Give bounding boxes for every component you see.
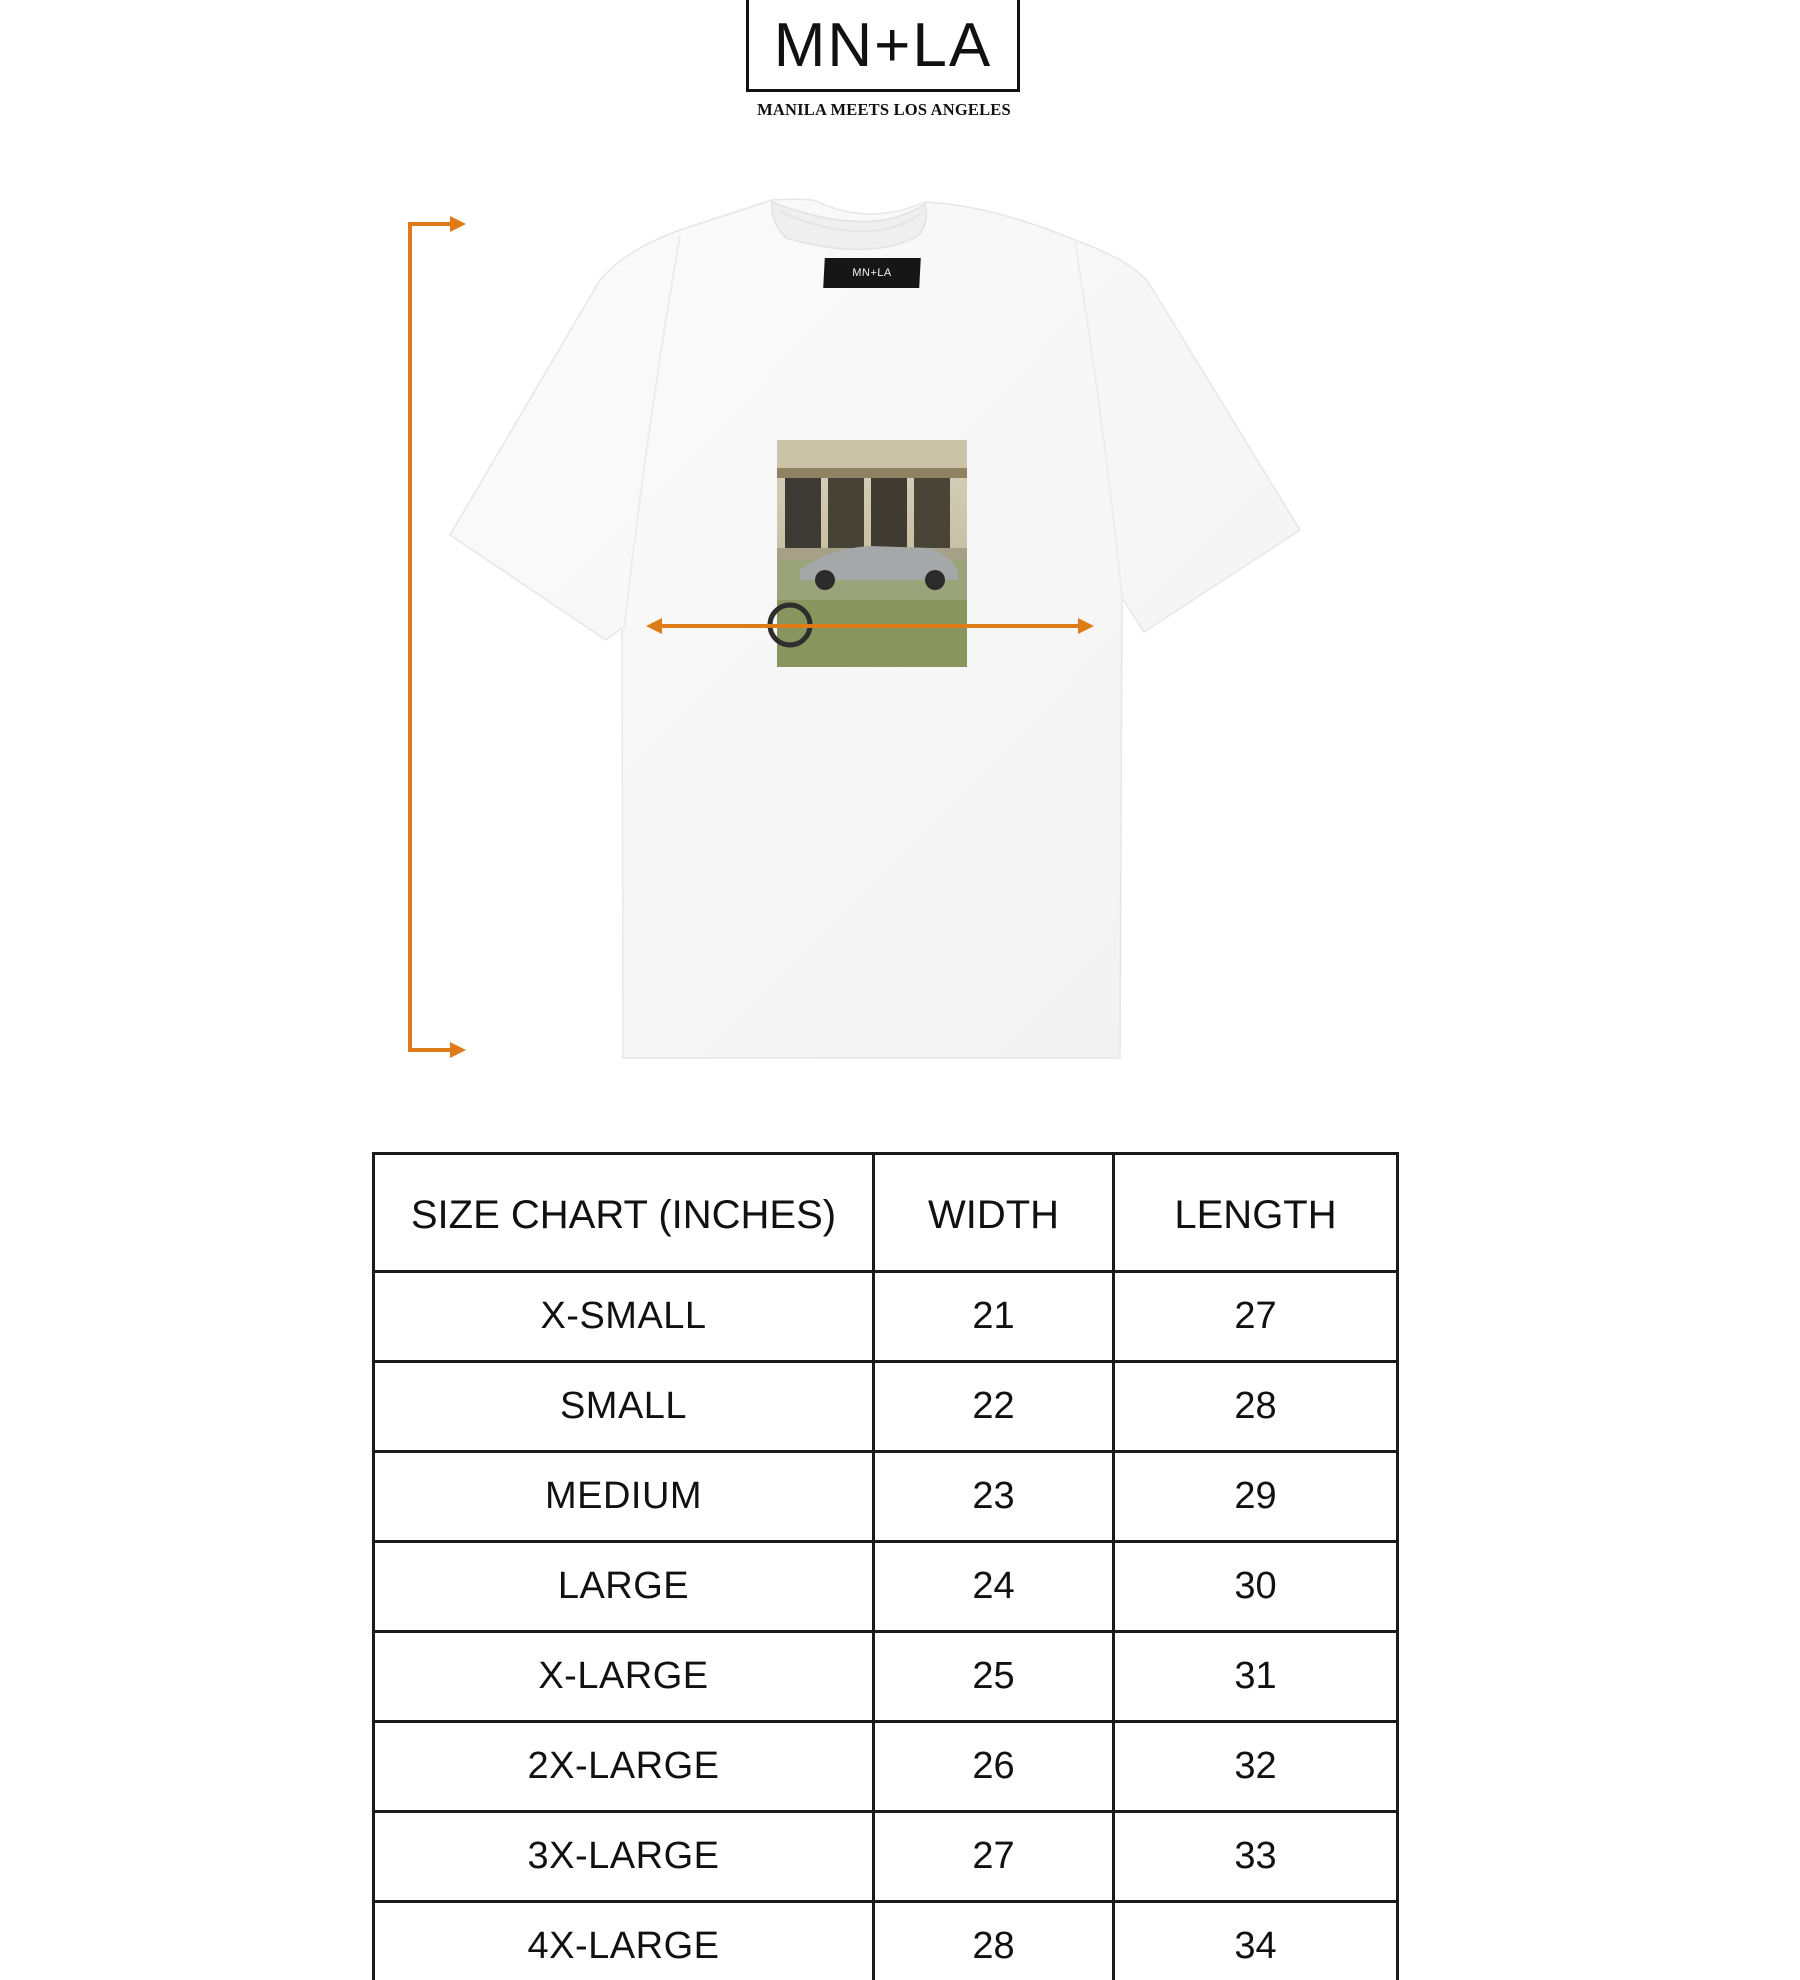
header-length: LENGTH [1114, 1154, 1398, 1272]
table-row [374, 1902, 1398, 1980]
size-cell: LARGE [374, 1542, 874, 1632]
length-cell: 33 [1114, 1812, 1398, 1902]
shirt-photo-print [770, 440, 967, 667]
size-cell: X-LARGE [374, 1632, 874, 1722]
size-chart-table [372, 1152, 1399, 1980]
table-row [374, 1362, 1398, 1452]
length-cell: 30 [1114, 1542, 1398, 1632]
length-arrow-icon [410, 216, 466, 1058]
table-row [374, 1722, 1398, 1812]
size-cell: 4X-LARGE [374, 1902, 874, 1980]
width-cell: 23 [874, 1452, 1114, 1542]
size-cell: SMALL [374, 1362, 874, 1452]
table-row [374, 1452, 1398, 1542]
width-cell: 24 [874, 1542, 1114, 1632]
width-cell: 28 [874, 1902, 1114, 1980]
length-cell: 29 [1114, 1452, 1398, 1542]
width-cell: 26 [874, 1722, 1114, 1812]
header-width: WIDTH [874, 1154, 1114, 1272]
brand-tagline: MANILA MEETS LOS ANGELES [757, 100, 1011, 119]
size-cell: MEDIUM [374, 1452, 874, 1542]
length-cell: 27 [1114, 1272, 1398, 1362]
table-row [374, 1272, 1398, 1362]
width-cell: 21 [874, 1272, 1114, 1362]
length-cell: 34 [1114, 1902, 1398, 1980]
size-cell: 3X-LARGE [374, 1812, 874, 1902]
length-cell: 32 [1114, 1722, 1398, 1812]
logo-text: MN+LA [773, 10, 993, 80]
table-row [374, 1632, 1398, 1722]
width-cell: 22 [874, 1362, 1114, 1452]
width-cell: 27 [874, 1812, 1114, 1902]
size-cell: 2X-LARGE [374, 1722, 874, 1812]
table-row [374, 1542, 1398, 1632]
width-cell: 25 [874, 1632, 1114, 1722]
table-row [374, 1812, 1398, 1902]
table-header-row [374, 1154, 1398, 1272]
size-cell: X-SMALL [374, 1272, 874, 1362]
header-size-chart: SIZE CHART (INCHES) [374, 1154, 874, 1272]
length-cell: 31 [1114, 1632, 1398, 1722]
neck-label: MN+LA [823, 258, 921, 288]
length-cell: 28 [1114, 1362, 1398, 1452]
